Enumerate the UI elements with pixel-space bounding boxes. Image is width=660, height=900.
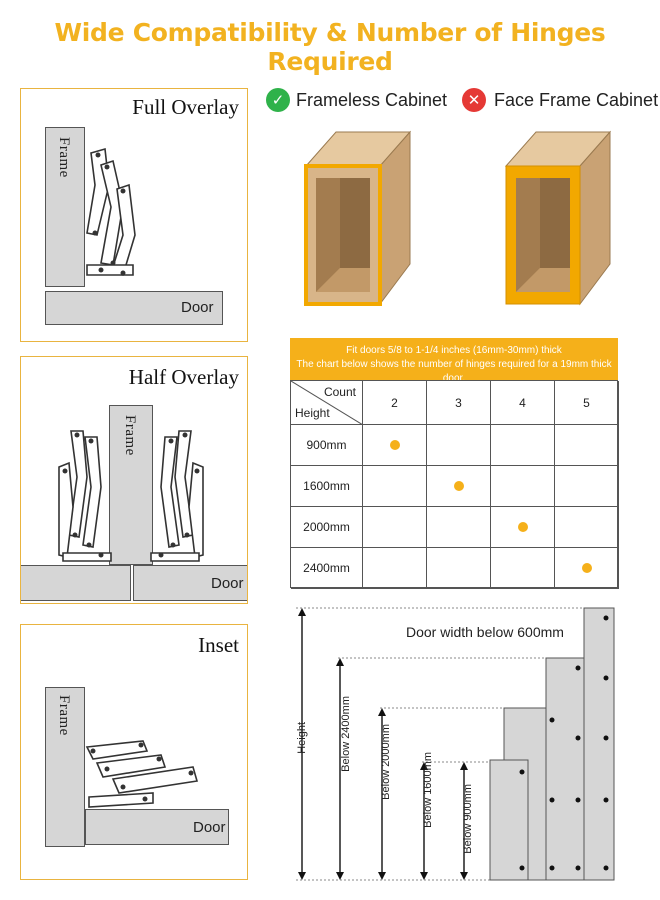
height-row-header: 2400mm — [291, 548, 363, 589]
height-measure-label: Height — [296, 722, 308, 754]
count-col-header: 5 — [555, 381, 619, 425]
left-hinge-illustration — [57, 427, 113, 567]
hinge-table — [290, 380, 618, 588]
table-cell — [555, 548, 619, 589]
required-marker — [454, 481, 464, 491]
frame-label: Frame — [122, 415, 138, 456]
table-cell — [491, 466, 555, 507]
table-cell — [491, 425, 555, 466]
left-door-block — [20, 565, 131, 601]
hinge-illustration — [83, 145, 153, 290]
hinge-table-header-line2: The chart below shows the number of hinges required for a 19mm thick door. — [296, 359, 612, 384]
hinge-illustration — [83, 737, 203, 813]
required-marker — [582, 563, 592, 573]
frame-label: Frame — [56, 695, 72, 736]
right-hinge-illustration — [149, 427, 205, 567]
half-overlay-label: Half Overlay — [128, 365, 239, 389]
required-marker — [390, 440, 400, 450]
table-cell — [491, 548, 555, 589]
count-header: Count — [323, 385, 356, 399]
below-1600-label: Below 1600mm — [422, 752, 434, 828]
count-col-header: 2 — [363, 381, 427, 425]
face-frame-cabinet-illustration — [500, 128, 612, 308]
table-cell — [491, 507, 555, 548]
table-cell — [363, 548, 427, 589]
full-overlay-panel — [20, 88, 248, 342]
below-2400-label: Below 2400mm — [340, 696, 352, 772]
door-label: Door — [193, 819, 226, 836]
half-overlay-panel — [20, 356, 248, 604]
height-row-header: 1600mm — [291, 466, 363, 507]
table-cell — [427, 466, 491, 507]
hinge-table-header-line1: Fit doors 5/8 to 1-1/4 inches (16mm-30mm) thick — [346, 345, 562, 356]
full-overlay-label: Full Overlay — [132, 95, 239, 119]
door-label: Door — [211, 575, 244, 592]
below-900-label: Below 900mm — [462, 784, 474, 854]
below-2000-label: Below 2000mm — [380, 724, 392, 800]
table-cell — [555, 507, 619, 548]
table-cell — [427, 507, 491, 548]
page-title: Wide Compatibility & Number of Hinges Required — [54, 18, 606, 76]
hinge-table-header — [290, 338, 618, 384]
frameless-cabinet-label: Frameless Cabinet — [296, 90, 448, 110]
frameless-cabinet-illustration — [300, 128, 412, 308]
table-cell — [427, 548, 491, 589]
frame-label: Frame — [56, 137, 72, 178]
table-cell — [555, 466, 619, 507]
count-col-header: 3 — [427, 381, 491, 425]
count-col-header: 4 — [491, 381, 555, 425]
required-marker — [518, 522, 528, 532]
door-width-caption: Door width below 600mm — [406, 624, 564, 640]
inset-panel — [20, 624, 248, 880]
table-cell — [363, 425, 427, 466]
face-frame-cabinet-label: Face Frame Cabinet — [494, 90, 659, 110]
height-row-header: 900mm — [291, 425, 363, 466]
table-cell — [427, 425, 491, 466]
table-cell — [363, 466, 427, 507]
inset-label: Inset — [198, 633, 239, 657]
check-icon: ✓ — [266, 88, 290, 112]
door-size-diagram — [286, 600, 618, 886]
corner-cell — [291, 381, 363, 425]
door-label: Door — [181, 299, 214, 316]
height-row-header: 2000mm — [291, 507, 363, 548]
cross-icon: ✕ — [462, 88, 486, 112]
height-header: Height — [295, 406, 330, 420]
table-cell — [363, 507, 427, 548]
table-cell — [555, 425, 619, 466]
